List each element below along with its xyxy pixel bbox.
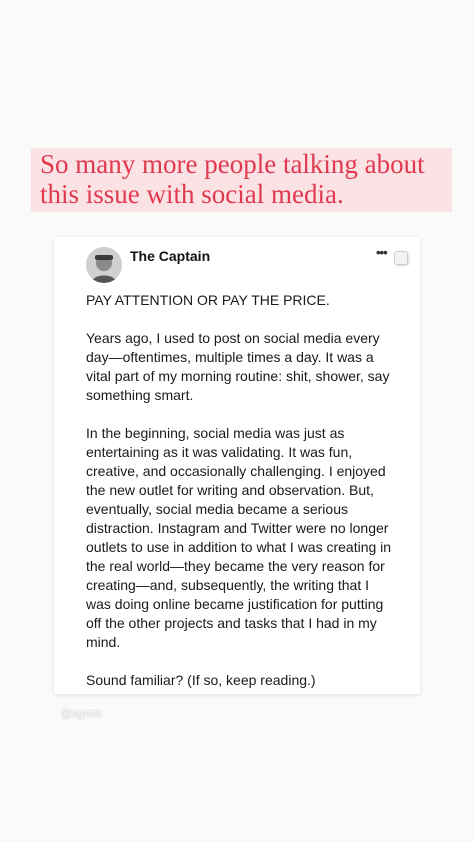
- options-toggle[interactable]: [394, 251, 408, 265]
- more-dots-icon[interactable]: •••: [376, 245, 387, 260]
- post-paragraph: Sound familiar? (If so, keep reading.): [86, 672, 316, 688]
- author-avatar[interactable]: [86, 247, 122, 283]
- watermark: @sgrstk: [61, 708, 102, 720]
- headline-text: So many more people talking about this issue with social media.: [31, 148, 452, 212]
- avatar-icon: [86, 247, 122, 283]
- post-card: [54, 237, 420, 694]
- author-name[interactable]: The Captain: [130, 248, 211, 264]
- post-body: [86, 291, 396, 709]
- post-paragraph: Years ago, I used to post on social media every day—oftentimes, multiple times a day. It was a vital part of my morning routine: shit, shower, say something smart.: [86, 330, 390, 403]
- post-paragraph: In the beginning, social media was just as entertaining as it was validating. It was fun, creative, and occasionally challenging. I enjoyed the new outlet for writing and observation. But, eventually, social media became a serious distraction. Instagram and Twitter were no longer outlets to use in addition to what I was creating in the real world—they became the very reason for creating—and, subsequently, the writing that I was doing online became justification for putting off the other projects and tasks that I had in my mind.: [86, 425, 392, 650]
- post-paragraph: PAY ATTENTION OR PAY THE PRICE.: [86, 292, 330, 308]
